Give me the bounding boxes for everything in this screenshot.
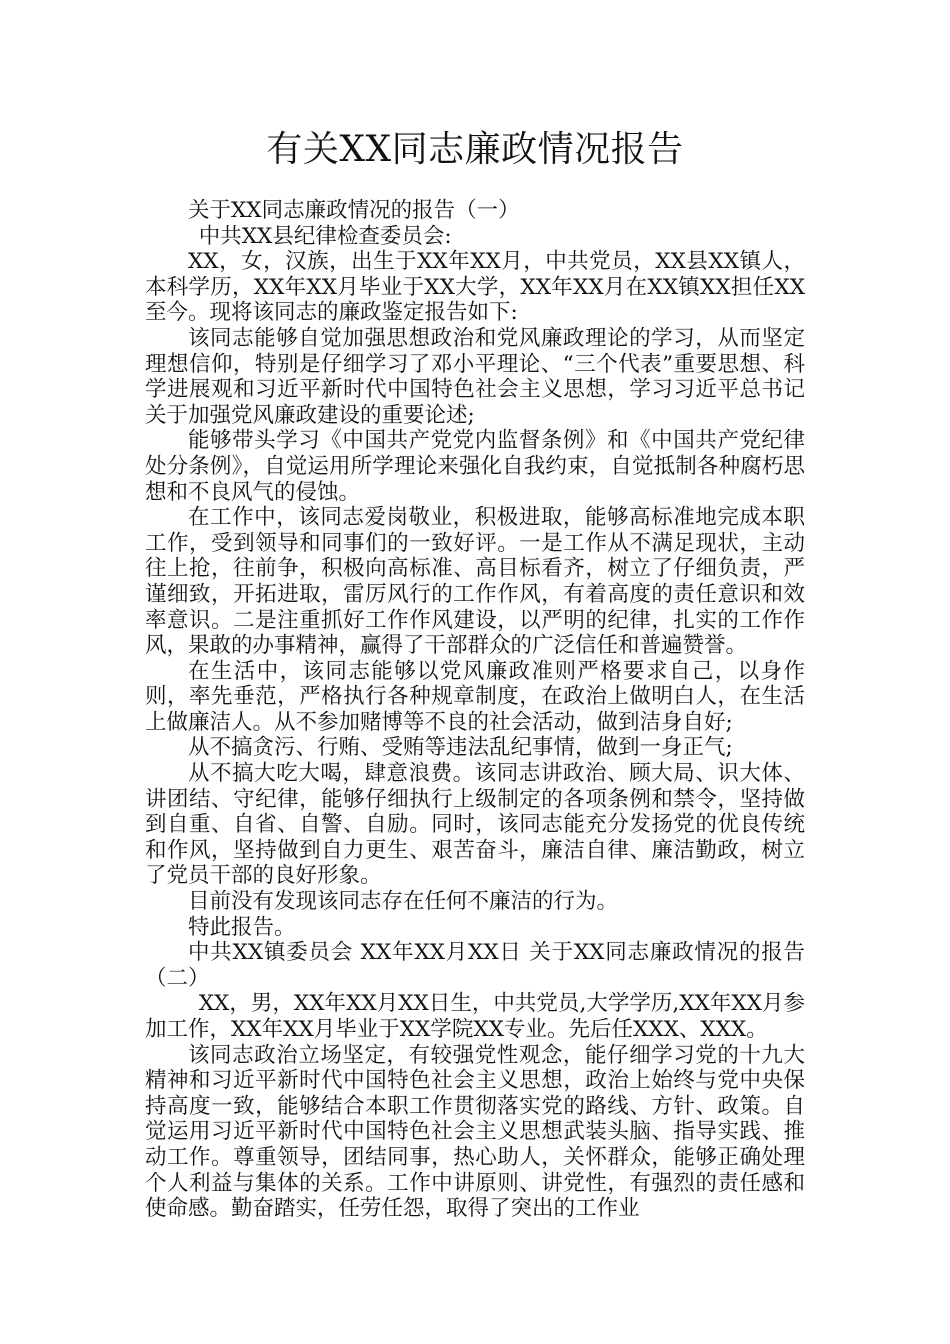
paragraph-political-stance: 该同志政治立场坚定，有较强党性观念，能仔细学习党的十九大精神和习近平新时代中国特色社会主义思想，政治上始终与党中央保持高度一致，能够结合本职工作贯彻落实党的路线、方针、政策。自觉运用习近平新时代中国特色社会主义思想武装头脑、指导实践、推动工作。尊重领导，团结同事，热心助人，关怀群众，能够正确处理个人利益与集体的关系。工作中讲原则、讲党性，有强烈的责任感和使命感。勤奋踏实，任劳任怨，取得了突出的工作业: [145, 1042, 805, 1222]
paragraph-profile-two: XX，男，XX年XX月XX日生，中共党员,大学学历,XX年XX月参加工作，XX年XX月毕业于XX学院XX专业。先后任XXX、XXX。: [145, 991, 805, 1042]
paragraph-life: 在生活中，该同志能够以党风廉政准则严格要求自己，以身作则，率先垂范，严格执行各种规章制度，在政治上做明白人，在生活上做廉洁人。从不参加赌博等不良的社会活动，做到洁身自好;: [145, 658, 805, 735]
document-title: 有关XX同志廉政情况报告: [266, 129, 684, 170]
document-body: [145, 198, 805, 1222]
paragraph-closing: 特此报告。: [188, 914, 296, 940]
addressee: 中共XX县纪律检查委员会:: [198, 223, 452, 249]
paragraph-regulations: 能够带头学习《中国共产党党内监督条例》和《中国共产党纪律处分条例》，自觉运用所学理论来强化自我约束，自觉抵制各种腐朽思想和不良风气的侵蚀。: [145, 428, 805, 505]
paragraph-profile-one: XX，女，汉族，出生于XX年XX月，中共党员，XX县XX镇人，本科学历，XX年XX月毕业于XX大学，XX年XX月在XX镇XX担任XX至今。现将该同志的廉政鉴定报告如下:: [145, 249, 805, 326]
paragraph-work: 在工作中，该同志爱岗敬业，积极进取，能够高标准地完成本职工作，受到领导和同事们的一致好评。一是工作从不满足现状，主动往上抢，往前争，积极向高标准、高目标看齐，树立了仔细负责，严谨细致，开拓进取，雷厉风行的工作作风，有着高度的责任意识和效率意识。二是注重抓好工作作风建设，以严明的纪律，扎实的工作作风，果敢的办事精神，赢得了干部群众的广泛信任和普遍赞誉。: [145, 505, 805, 659]
signature-and-heading-two: 中共XX镇委员会 XX年XX月XX日 关于XX同志廉政情况的报告（二）: [145, 940, 805, 991]
paragraph-conclusion: 目前没有发现该同志存在任何不廉洁的行为。: [188, 889, 619, 915]
paragraph-study: 该同志能够自觉加强思想政治和党风廉政理论的学习，从而坚定理想信仰，特别是仔细学习了邓小平理论、“三个代表”重要思想、科学进展观和习近平新时代中国特色社会主义思想，学习习近平总书记关于加强党风廉政建设的重要论述;: [145, 325, 805, 428]
report-heading-one: 关于XX同志廉政情况的报告（一）: [188, 198, 520, 223]
paragraph-conduct: 从不搞大吃大喝，肆意浪费。该同志讲政治、顾大局、识大体、讲团结、守纪律，能够仔细执行上级制定的各项条例和禁令，坚持做到自重、自省、自警、自励。同时，该同志能充分发扬党的优良传统和作风，坚持做到自力更生、艰苦奋斗，廉洁自律、廉洁勤政，树立了党员干部的良好形象。: [145, 761, 805, 889]
paragraph-no-corruption: 从不搞贪污、行贿、受贿等违法乱纪事情，做到一身正气;: [188, 735, 733, 761]
